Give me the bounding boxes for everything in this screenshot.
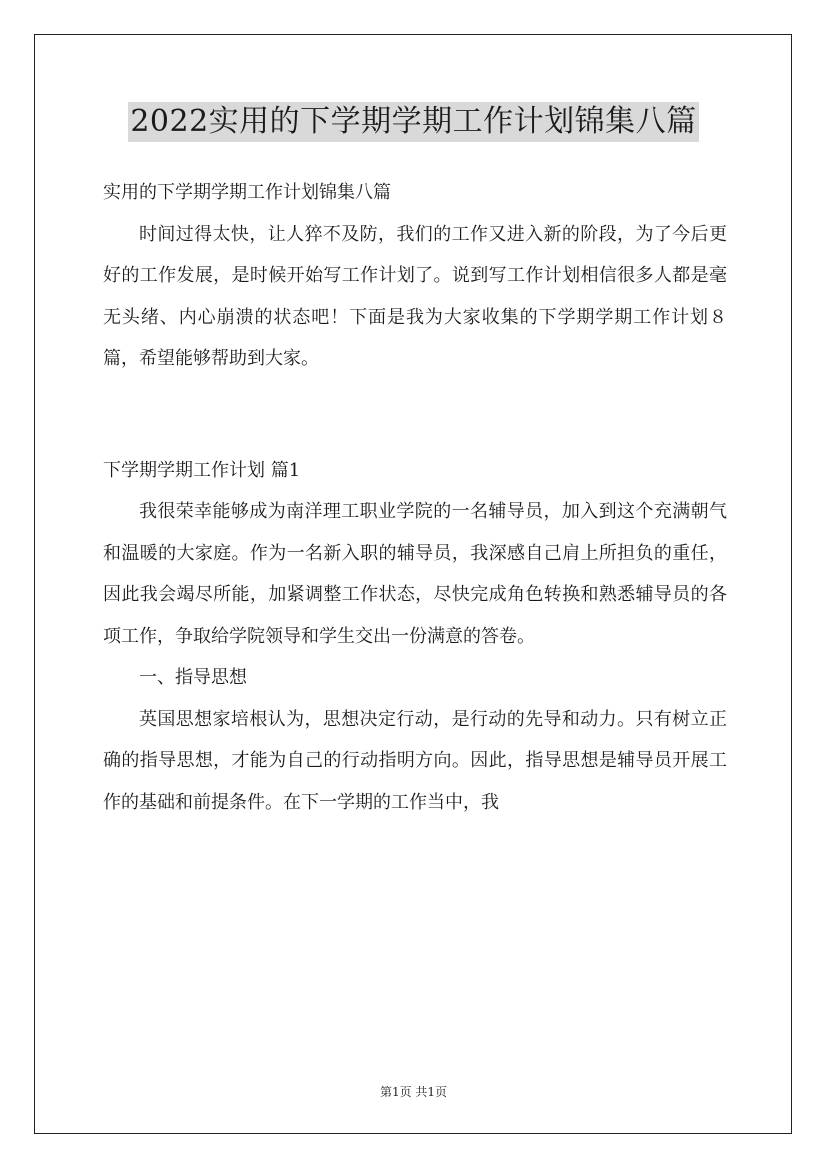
- section-paragraph-2: 英国思想家培根认为，思想决定行动，是行动的先导和动力。只有树立正确的指导思想，才能为自己的行动指明方向。因此，指导思想是辅导员开展工作的基础和前提条件。在下一学期的工作当中，我: [103, 708, 727, 813]
- section-paragraph-1: 我很荣幸能够成为南洋理工职业学院的一名辅导员，加入到这个充满朝气和温暖的大家庭。作为一名新入职的辅导员，我深感自己肩上所担负的重任，因此我会竭尽所能，加紧调整工作状态，尽快完成角色转换和熟悉辅导员的各项工作，争取给学院领导和学生交出一份满意的答卷。: [103, 501, 727, 647]
- section-spacer: [103, 380, 727, 450]
- document-body: [103, 172, 727, 823]
- subheading-guiding-ideology: 一、指导思想: [139, 667, 247, 688]
- title-container: [0, 102, 827, 142]
- document-subtitle: 实用的下学期学期工作计划锦集八篇: [103, 182, 391, 203]
- document-title: 2022实用的下学期学期工作计划锦集八篇: [128, 102, 698, 142]
- page-footer: 第1页 共1页: [379, 1085, 448, 1099]
- section-heading: 下学期学期工作计划 篇1: [103, 459, 301, 481]
- intro-paragraph: 时间过得太快，让人猝不及防，我们的工作又进入新的阶段，为了今后更好的工作发展，是时候开始写工作计划了。说到写工作计划相信很多人都是毫无头绪、内心崩溃的状态吧！下面是我为大家收集的下学期学期工作计划８篇，希望能够帮助到大家。: [103, 223, 727, 369]
